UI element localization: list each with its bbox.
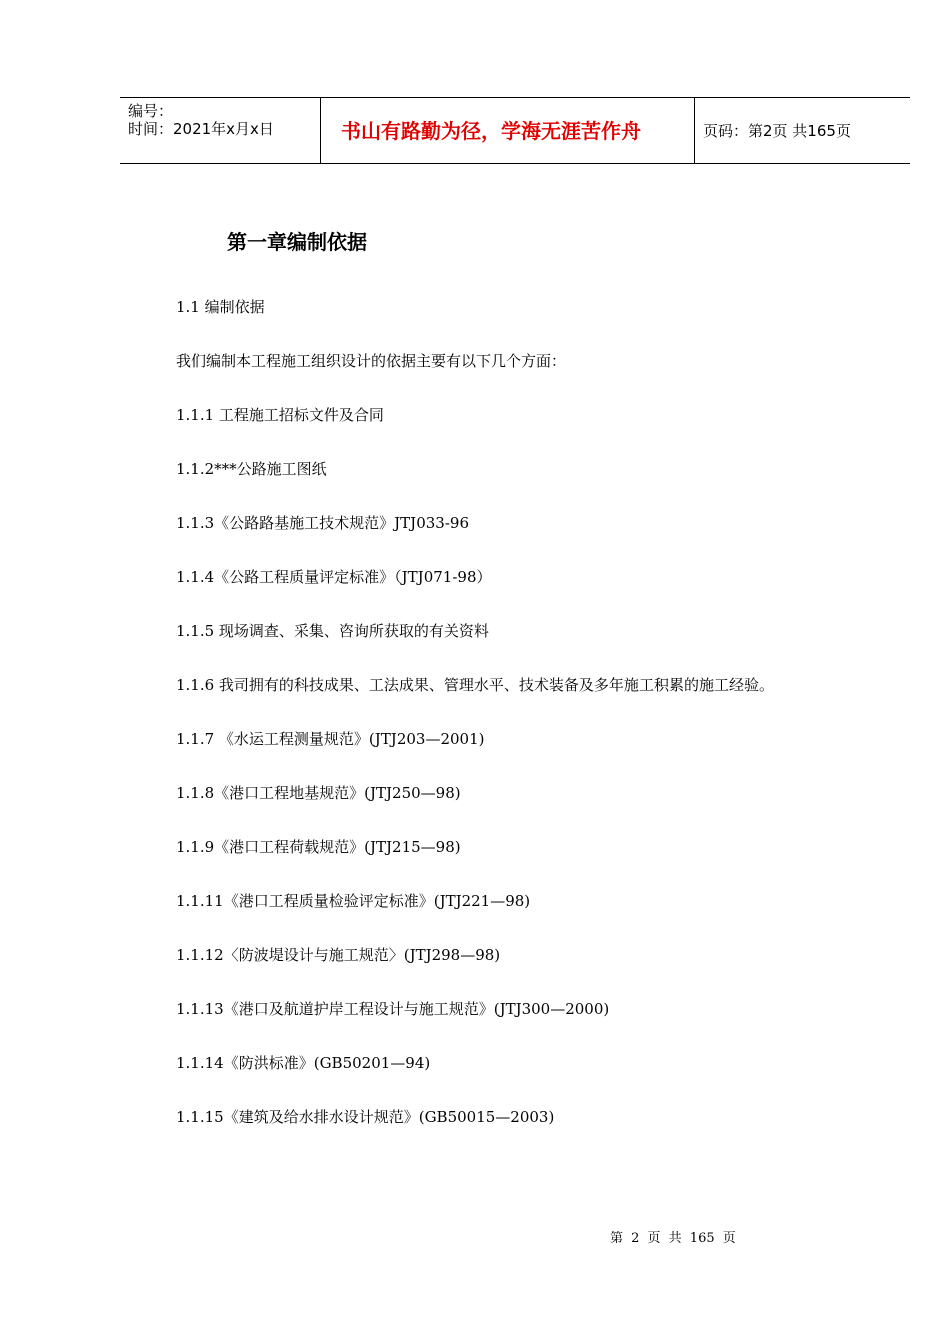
basis-item: 1.1.4《公路工程质量评定标准》（JTJ071-98） — [176, 568, 492, 586]
header-motto: 书山有路勤为径，学海无涯苦作舟 — [341, 119, 641, 143]
basis-item: 1.1.6 我司拥有的科技成果、工法成果、管理水平、技术装备及多年施工积累的施工经验。 — [176, 676, 774, 694]
intro-paragraph: 我们编制本工程施工组织设计的依据主要有以下几个方面： — [176, 352, 567, 370]
basis-item: 1.1.7 《水运工程测量规范》(JTJ203—2001) — [176, 730, 485, 748]
basis-item: 1.1.11《港口工程质量检验评定标准》(JTJ221—98) — [176, 892, 531, 910]
basis-item: 1.1.13《港口及航道护岸工程设计与施工规范》(JTJ300—2000) — [176, 1000, 610, 1018]
chapter-title: 第一章编制依据 — [227, 230, 367, 254]
header-motto-cell — [321, 98, 695, 163]
page-header — [120, 97, 910, 164]
header-info-cell — [120, 98, 321, 163]
document-number-label: 编号： — [128, 102, 174, 120]
basis-item: 1.1.1 工程施工招标文件及合同 — [176, 406, 384, 424]
document-time-label: 时间：2021年x月x日 — [128, 120, 274, 138]
section-heading: 1.1 编制依据 — [176, 298, 265, 316]
basis-item: 1.1.8《港口工程地基规范》(JTJ250—98) — [176, 784, 461, 802]
header-page-number: 页码：第2页 共165页 — [703, 122, 851, 140]
basis-item: 1.1.3《公路路基施工技术规范》JTJ033-96 — [176, 514, 469, 532]
basis-item: 1.1.12〈防波堤设计与施工规范〉(JTJ298—98) — [176, 946, 501, 964]
basis-item: 1.1.15《建筑及给水排水设计规范》(GB50015—2003) — [176, 1108, 555, 1126]
basis-item: 1.1.2***公路施工图纸 — [176, 460, 327, 478]
header-page-cell — [695, 98, 910, 163]
basis-item: 1.1.9《港口工程荷载规范》(JTJ215—98) — [176, 838, 461, 856]
page-footer: 第 2 页 共 165 页 — [610, 1231, 736, 1246]
basis-item: 1.1.14《防洪标准》(GB50201—94) — [176, 1054, 431, 1072]
basis-item: 1.1.5 现场调查、采集、咨询所获取的有关资料 — [176, 622, 489, 640]
